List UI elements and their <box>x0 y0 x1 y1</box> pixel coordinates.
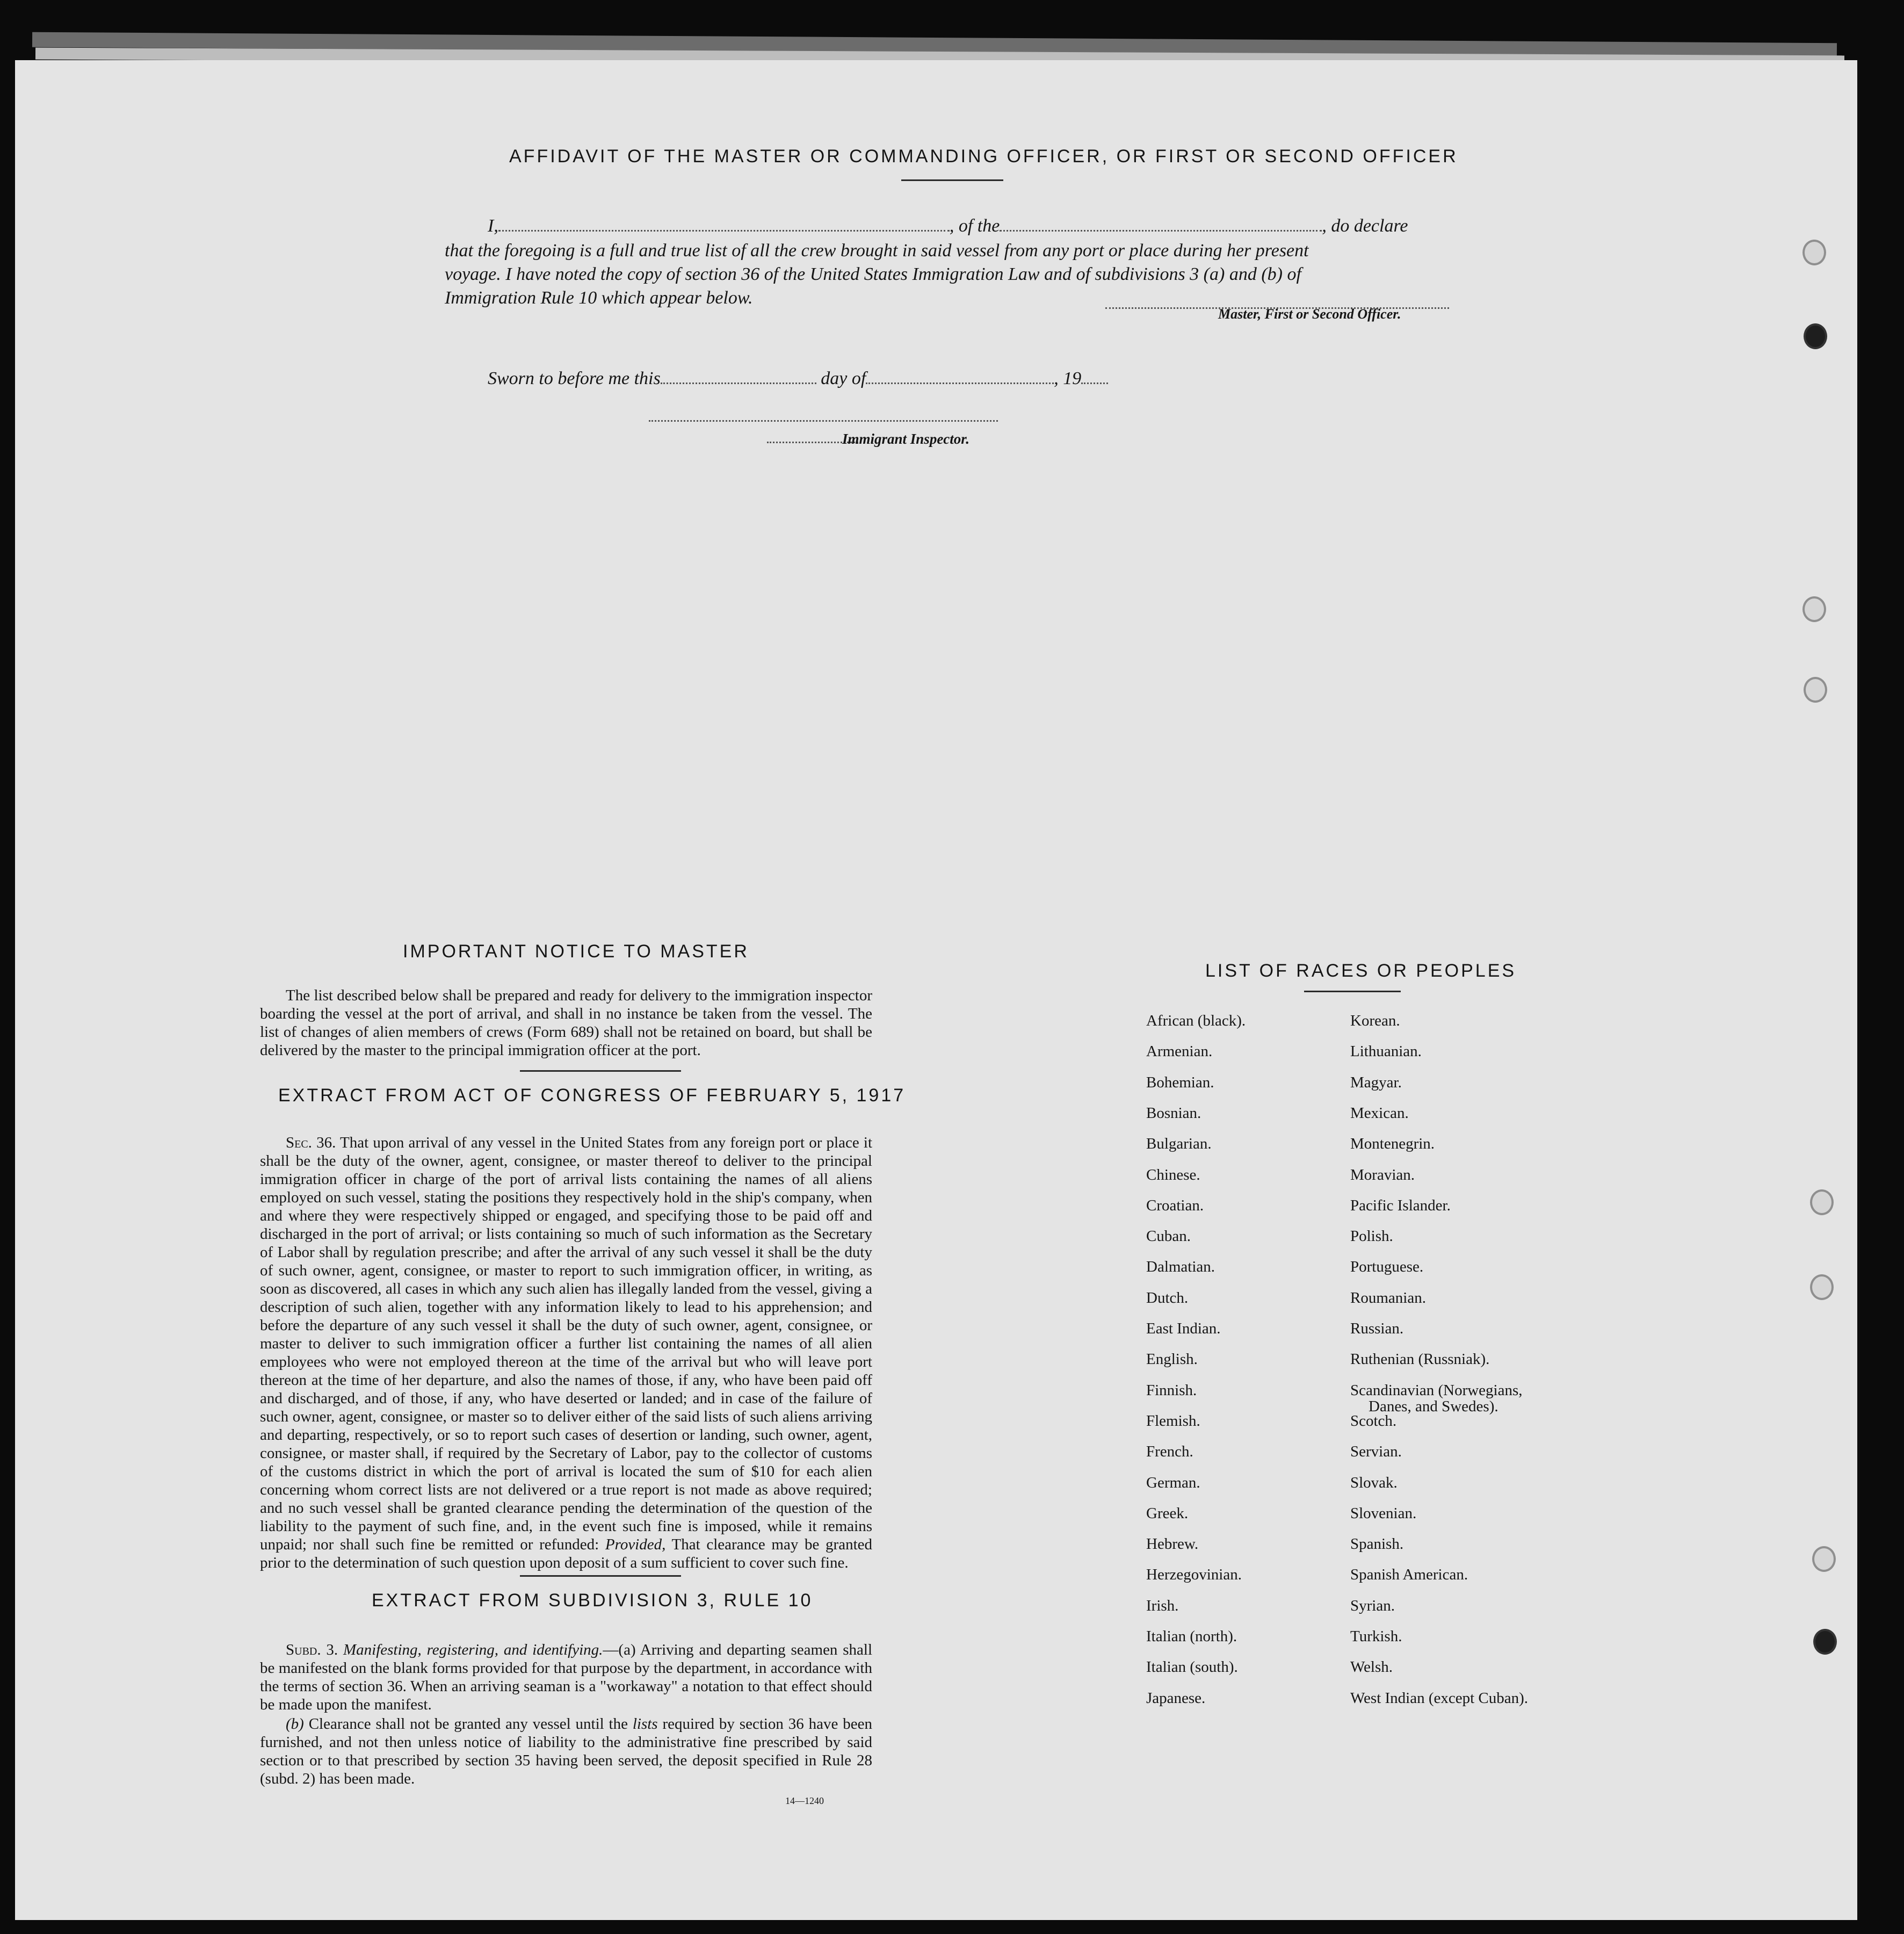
race-left-item: Japanese. <box>1146 1690 1206 1707</box>
race-right-item: Turkish. <box>1350 1628 1402 1645</box>
act-provided-label: Provided, <box>605 1536 666 1553</box>
races-rule <box>1304 991 1401 992</box>
race-left-item: Irish. <box>1146 1597 1179 1614</box>
race-right-item: Slovenian. <box>1350 1505 1417 1522</box>
race-right-item: West Indian (except Cuban). <box>1350 1690 1529 1707</box>
race-left-item: Italian (north). <box>1146 1628 1237 1645</box>
race-left-item: Finnish. <box>1146 1382 1197 1399</box>
race-left-item: Croatian. <box>1146 1197 1204 1214</box>
notice-text: The list described below shall be prepared and ready for delivery to the immigration inspector boarding the vessel at the port of arrival, and shall in no instance be taken from the vessel. The list of changes of alien members of crews (Form 689) shall not be retained on board, but shall be delivered by the master to the principal immigration officer at the port. <box>260 987 872 1059</box>
race-right-item: Montenegrin. <box>1350 1135 1435 1152</box>
inspector-caption: Immigrant Inspector. <box>842 431 970 447</box>
notice-title: IMPORTANT NOTICE TO MASTER <box>403 941 749 962</box>
race-right-item: Ruthenian (Russniak). <box>1350 1351 1490 1368</box>
race-left-item: Cuban. <box>1146 1228 1191 1245</box>
race-left-item: Bosnian. <box>1146 1105 1201 1122</box>
binder-hole <box>1804 323 1827 349</box>
race-right-item: Spanish American. <box>1350 1566 1468 1583</box>
affidavit-i-label: I, <box>488 216 498 236</box>
day-of-label: day of <box>821 369 866 388</box>
race-right-item: Pacific Islander. <box>1350 1197 1451 1214</box>
rule-subd-label: Subd. 3. <box>286 1641 338 1658</box>
signature-caption: Master, First or Second Officer. <box>1218 306 1401 322</box>
binder-hole <box>1802 240 1826 265</box>
master-name-field[interactable] <box>498 214 950 232</box>
act-body-end: That clearance may be granted prior to the determination of such question upon deposit of a sum sufficient to cover such fine. <box>260 1536 872 1571</box>
act-body: That upon arrival of any vessel in the United States from any foreign port or place it shall be the duty of the owner, agent, consignee, or master thereof to deliver to the principal immigration officer in charge of the port of arrival lists containing the names of all aliens employed on such vessel, stating the positions they respectively hold in the ship's company, when and where they were respectively shipped or engaged, and specifying those to be paid off and discharged in the port of arrival; or lists containing so much of such information as the Secretary of Labor shall by regulation prescribe; and after the arrival of any such vessel it shall be the duty of such owner, agent, consignee, or master to report to such immigration officer, in writing, as soon as discovered, all cases in which any such alien has illegally landed from the vessel, giving a description of such alien, together with any information likely to lead to his apprehension; and before the departure of any such vessel it shall be the duty of such owner, agent, consignee, or master to deliver to such immigration officer a further list containing the names of all alien employees who were not employed thereon at the time of the arrival but who will leave port thereon at the time of her departure, and also the names of those, if any, who have been paid off and discharged, and of those, if any, who have deserted or landed; and in case of the failure of such owner, agent, consignee, or master so to deliver either of the said lists of such aliens arriving and departing, respectively, or so to report such cases of desertion or landing, such owner, agent, consignee, or master shall, if required by the Secretary of Labor, pay to the collector of customs of the customs district in which the port of arrival is located the sum of $10 for each alien concerning whom correct lists are not delivered or a true report is not made as above required; and no such vessel shall be granted clearance pending the determination of the question of the liability to the payment of such fine, and, in the event such fine is imposed, while it remains unpaid; nor shall such fine be remitted or refunded: <box>260 1134 873 1553</box>
inspector-signature-field[interactable] <box>649 404 998 422</box>
rule-para-b-2: required by section 36 have been furnished, and not then unless notice of liability to the administrative fine prescribed by said section or to that prescribed by section 35 having been served, the deposit specified in Rule 28 (subd. 2) has been made. <box>260 1715 872 1787</box>
sworn-year-field[interactable] <box>1081 366 1108 384</box>
race-right-item: Scandinavian (Norwegians, <box>1350 1382 1523 1399</box>
document-page <box>15 60 1857 1920</box>
race-left-item: Bohemian. <box>1146 1074 1214 1091</box>
race-right-item: Russian. <box>1350 1320 1404 1337</box>
sworn-line <box>488 366 1108 389</box>
race-right-item: Roumanian. <box>1350 1289 1426 1307</box>
affidavit-line-1 <box>488 214 1465 236</box>
form-number: 14—1240 <box>785 1795 824 1806</box>
act-rule <box>520 1575 681 1577</box>
binder-hole <box>1813 1629 1837 1655</box>
race-right-item: Servian. <box>1350 1443 1402 1460</box>
race-right-item: Spanish. <box>1350 1535 1404 1553</box>
race-left-item: Dalmatian. <box>1146 1258 1215 1275</box>
act-section-label: Sec. 36. <box>286 1134 336 1151</box>
rule-subd-title: Manifesting, registering, and identifying. <box>343 1641 603 1658</box>
race-right-item: Magyar. <box>1350 1074 1402 1091</box>
race-right-item: Syrian. <box>1350 1597 1395 1614</box>
rule-para-a-text: —(a) Arriving and departing seamen shall be manifested on the blank forms provided for that purpose by the department, in accordance with the terms of section 36. When an arriving seaman is a "workaway" a notation to that effect should be made upon the manifest. <box>260 1641 873 1713</box>
affidavit-declare-label: , do declare <box>1322 216 1408 236</box>
race-right-item: Scotch. <box>1350 1412 1397 1430</box>
race-right-item: Polish. <box>1350 1228 1393 1245</box>
race-left-item: East Indian. <box>1146 1320 1221 1337</box>
race-left-item: African (black). <box>1146 1012 1246 1029</box>
race-left-item: English. <box>1146 1351 1198 1368</box>
race-right-item: Moravian. <box>1350 1166 1415 1184</box>
race-left-item: Armenian. <box>1146 1043 1213 1060</box>
sworn-label: Sworn to before me this <box>488 369 661 388</box>
act-title: EXTRACT FROM ACT OF CONGRESS OF FEBRUARY 5, 1917 <box>278 1085 906 1106</box>
rule-para-b-1: Clearance shall not be granted any vessel until the <box>308 1715 628 1733</box>
affidavit-line-4: Immigration Rule 10 which appear below. <box>445 288 753 308</box>
race-right-item: Welsh. <box>1350 1658 1393 1676</box>
act-text <box>260 1134 872 1572</box>
race-left-item: Chinese. <box>1146 1166 1200 1184</box>
vessel-name-field[interactable] <box>1000 214 1322 232</box>
race-scandinavian-continuation: Danes, and Swedes). <box>1369 1398 1498 1415</box>
binder-hole <box>1810 1274 1834 1300</box>
sworn-day-field[interactable] <box>661 366 816 384</box>
affidavit-of-the-label: , of the <box>949 216 1000 236</box>
affidavit-line-3: voyage. I have noted the copy of section 36 of the United States Immigration Law and of subdivisions 3 (a) and (b) of <box>445 264 1301 284</box>
rule-title: EXTRACT FROM SUBDIVISION 3, RULE 10 <box>372 1590 813 1611</box>
binder-hole <box>1802 596 1826 622</box>
year-label: , 19 <box>1054 369 1082 388</box>
rule-para-a <box>260 1641 872 1714</box>
race-right-item: Lithuanian. <box>1350 1043 1422 1060</box>
race-right-item: Korean. <box>1350 1012 1400 1029</box>
rule-para-b-label: (b) <box>286 1715 304 1733</box>
race-left-item: Greek. <box>1146 1505 1189 1522</box>
race-left-item: German. <box>1146 1474 1200 1491</box>
race-right-item: Portuguese. <box>1350 1258 1424 1275</box>
race-right-item: Mexican. <box>1350 1105 1409 1122</box>
rule-para-b-lists: lists <box>632 1715 658 1733</box>
binder-hole <box>1812 1546 1836 1572</box>
rule-para-b <box>260 1715 872 1788</box>
race-right-item: Slovak. <box>1350 1474 1398 1491</box>
notice-rule <box>520 1070 681 1072</box>
binder-hole <box>1804 677 1827 703</box>
affidavit-line-2: that the foregoing is a full and true list of all the crew brought in said vessel from any port or place during her present <box>445 241 1309 261</box>
race-left-item: Italian (south). <box>1146 1658 1238 1676</box>
races-title: LIST OF RACES OR PEOPLES <box>1205 961 1517 981</box>
title-underline <box>901 179 1003 181</box>
race-left-item: Bulgarian. <box>1146 1135 1212 1152</box>
race-left-item: Herzegovinian. <box>1146 1566 1242 1583</box>
binder-hole <box>1810 1189 1834 1215</box>
affidavit-title: AFFIDAVIT OF THE MASTER OR COMMANDING OFFICER, OR FIRST OR SECOND OFFICER <box>509 146 1458 167</box>
race-left-item: Dutch. <box>1146 1289 1189 1307</box>
race-left-item: French. <box>1146 1443 1193 1460</box>
race-left-item: Flemish. <box>1146 1412 1200 1430</box>
race-left-item: Hebrew. <box>1146 1535 1199 1553</box>
sworn-month-field[interactable] <box>866 366 1054 384</box>
